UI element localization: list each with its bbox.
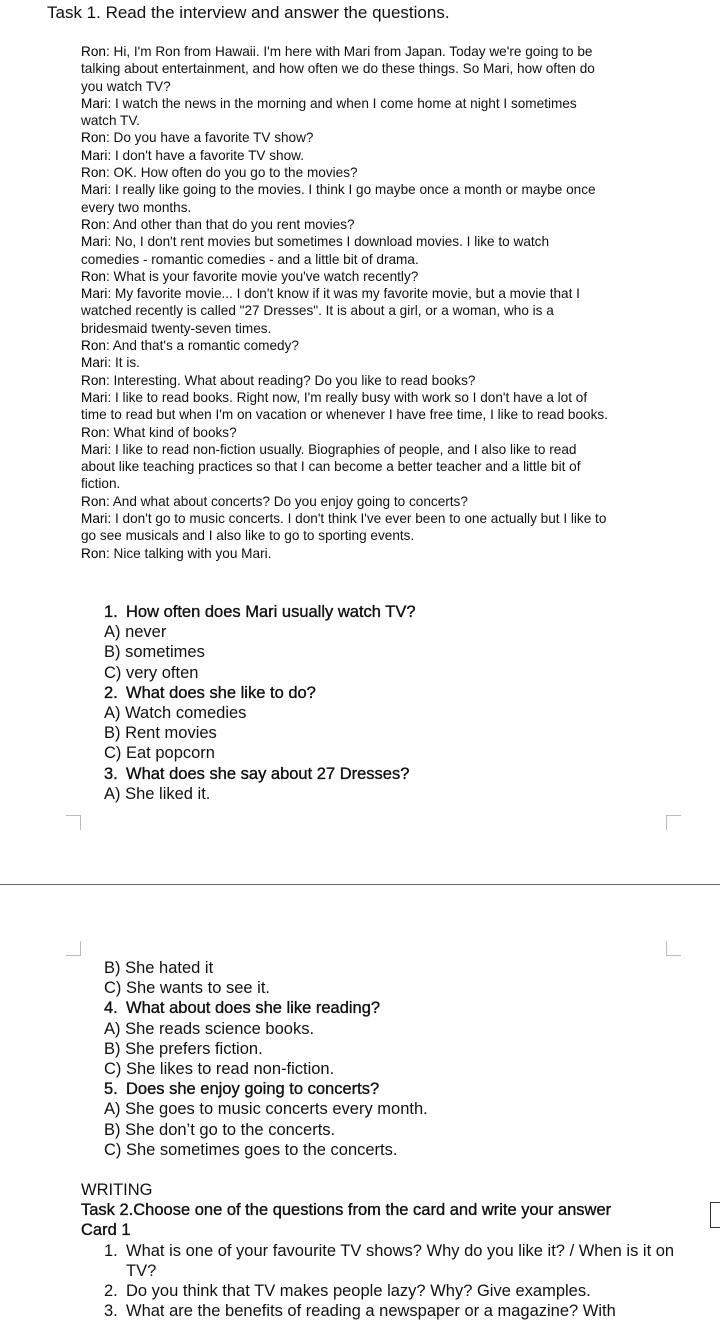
transcript-turn: [81, 354, 681, 371]
speaker-name: Ron: [81, 216, 106, 232]
colon: :: [105, 44, 110, 59]
turn-text: I like to read non-fiction usually. Biographies of people, and I also like to read about like teaching practices so that I can become a better teacher and a little bit of fiction.: [81, 441, 581, 492]
turn-text: I don't go to music concerts. I don't think I've ever been to one actually but I like to go see musicals and I also like to go to sporting events.: [81, 511, 607, 544]
colon: :: [107, 511, 112, 527]
colon: :: [107, 95, 112, 111]
turn-text: Nice talking with you Mari.: [109, 545, 272, 561]
question: [104, 602, 416, 622]
speaker-name: Ron: [81, 268, 106, 284]
turn-text: No, I don't rent movies but sometimes I download movies. I like to watch comedies - romantic comedies - and a little bit of drama.: [81, 234, 550, 267]
turn-text: And what about concerts? Do you enjoy going to concerts?: [109, 493, 468, 509]
speaker-name: Mari: [81, 355, 108, 371]
answer-option: [104, 622, 416, 642]
question: [104, 1079, 428, 1099]
turn-text: I like to read books. Right now, I'm really busy with work so I don't have a lot of time to read but when I'm on vacation or whenever I have free time, I like to read books.: [81, 389, 608, 423]
option-text: B) sometimes: [104, 643, 205, 662]
card-question: [104, 1301, 681, 1321]
question: [104, 764, 416, 784]
turn-text: Do you have a favorite TV show?: [109, 130, 314, 146]
speaker-name: Mari: [81, 147, 108, 163]
question-number: 4.: [104, 999, 118, 1018]
transcript-turn: [81, 95, 681, 130]
speaker-name: Mari: [81, 182, 108, 198]
colon: :: [107, 441, 112, 457]
transcript-turn: [81, 129, 681, 146]
transcript-turn: [81, 233, 681, 268]
speaker-name: Mari: [81, 441, 108, 457]
card-question-number: 3.: [104, 1302, 118, 1321]
turn-text: And that's a romantic comedy?: [109, 338, 299, 354]
colon: :: [105, 338, 110, 354]
speaker-name: Mari: [81, 234, 108, 250]
speaker-name: Ron: [81, 545, 106, 561]
card-question-text: Do you think that TV makes people lazy? Why? Give examples.: [126, 1282, 591, 1301]
colon: :: [107, 389, 112, 405]
colon: :: [105, 424, 110, 440]
answer-option: [104, 1039, 428, 1059]
transcript-turn: [81, 147, 681, 164]
question-number: 1.: [104, 603, 118, 621]
answer-option: [104, 1140, 428, 1160]
transcript-turn: [81, 441, 681, 493]
turn-text: What is your favorite movie you've watch recently?: [109, 268, 419, 284]
page-corner-mark: [666, 815, 681, 830]
speaker-name: Ron: [81, 372, 106, 388]
interview-transcript: [81, 43, 681, 562]
turn-text: What kind of books?: [109, 424, 237, 440]
colon: :: [105, 216, 110, 232]
option-text: B) She hated it: [104, 959, 214, 977]
question-text: How often does Mari usually watch TV?: [126, 603, 416, 621]
answer-option: [104, 1059, 428, 1079]
option-text: C) very often: [104, 663, 199, 682]
question-number: 5.: [104, 1080, 118, 1099]
speaker-name: Ron: [81, 424, 106, 440]
transcript-turn: [81, 216, 681, 233]
transcript-turn: [81, 164, 681, 181]
transcript-turn: [81, 181, 681, 216]
turn-text: Hi, I'm Ron from Hawaii. I'm here with Mari from Japan. Today we're going to be talking about entertainment, and how often we do these things. So Mari, how often do you watch TV?: [81, 44, 595, 94]
card-question-text: What are the benefits of reading a newspaper or a magazine? With: [126, 1302, 616, 1321]
speaker-name: Ron: [81, 493, 106, 509]
card-question: [104, 1241, 681, 1281]
page-corner-mark: [666, 941, 681, 956]
answer-option: [104, 958, 428, 978]
option-text: B) She don’t go to the concerts.: [104, 1120, 336, 1139]
option-text: B) Rent movies: [104, 724, 217, 743]
option-text: A) She reads science books.: [104, 1019, 315, 1038]
answer-option: [104, 663, 416, 683]
page-corner-mark: [66, 815, 81, 830]
colon: :: [105, 493, 110, 509]
text-box-edge: [710, 1202, 720, 1228]
turn-text: And other than that do you rent movies?: [109, 216, 355, 232]
answer-option: [104, 1120, 428, 1140]
option-text: A) She goes to music concerts every month.: [104, 1100, 428, 1119]
transcript-turn: [81, 545, 681, 562]
option-text: A) never: [104, 623, 167, 642]
transcript-turn: [81, 389, 681, 424]
answer-option: [104, 1099, 428, 1119]
answer-option: [104, 1019, 428, 1039]
transcript-turn: [81, 510, 681, 545]
card-question-number: 2.: [104, 1282, 118, 1301]
colon: :: [105, 372, 110, 388]
colon: :: [107, 147, 112, 163]
speaker-name: Ron: [81, 338, 106, 354]
turn-text: It is.: [111, 355, 140, 371]
turn-text: My favorite movie... I don't know if it was my favorite movie, but a movie that I watched recently is called "27 Dresses". It is about a girl, or a woman, who is a bridesmaid twenty-seven times.: [81, 286, 580, 336]
answer-option: [104, 978, 428, 998]
card-question-text: What is one of your favourite TV shows? Why do you like it? / When is it on TV?: [126, 1241, 675, 1280]
question: [104, 998, 428, 1018]
page-break-divider: [0, 884, 720, 885]
page-corner-mark: [66, 941, 81, 956]
task1-title: Task 1. Read the interview and answer the questions.: [47, 3, 450, 22]
task2-title: Task 2.Choose one of the questions from the card and write your answer: [81, 1201, 612, 1220]
card-title: Card 1: [81, 1221, 131, 1240]
questions-part1: [104, 602, 416, 804]
option-text: B) She prefers fiction.: [104, 1039, 263, 1058]
transcript-turn: [81, 268, 681, 285]
option-text: A) Watch comedies: [104, 704, 247, 723]
speaker-name: Ron: [81, 165, 106, 181]
question-text: What does she say about 27 Dresses?: [126, 764, 410, 783]
writing-section: [81, 1180, 681, 1321]
colon: :: [105, 165, 110, 181]
colon: :: [105, 545, 110, 561]
turn-text: I really like going to the movies. I think I go maybe once a month or maybe once every two months.: [81, 182, 596, 215]
question-text: What does she like to do?: [126, 683, 316, 702]
question-text: Does she enjoy going to concerts?: [126, 1080, 380, 1099]
option-text: C) She sometimes goes to the concerts.: [104, 1140, 398, 1159]
answer-option: [104, 703, 416, 723]
question: [104, 683, 416, 703]
answer-option: [104, 743, 416, 763]
answer-option: [104, 784, 416, 804]
speaker-name: Mari: [81, 389, 108, 405]
transcript-turn: [81, 372, 681, 389]
question-number: 2.: [104, 683, 118, 702]
turn-text: I watch the news in the morning and when I come home at night I sometimes watch TV.: [81, 95, 577, 129]
colon: :: [107, 182, 112, 198]
speaker-name: Mari: [81, 511, 108, 527]
speaker-name: Ron: [81, 44, 106, 59]
answer-option: [104, 642, 416, 662]
card-question-number: 1.: [104, 1241, 118, 1260]
colon: :: [107, 234, 112, 250]
turn-text: Interesting. What about reading? Do you like to read books?: [109, 372, 476, 388]
option-text: A) She liked it.: [104, 784, 211, 803]
transcript-turn: [81, 337, 681, 354]
colon: :: [105, 268, 110, 284]
speaker-name: Ron: [81, 130, 106, 146]
colon: :: [105, 130, 110, 146]
transcript-turn: [81, 43, 681, 95]
speaker-name: Mari: [81, 95, 108, 111]
colon: :: [107, 355, 112, 371]
question-number: 3.: [104, 764, 118, 783]
transcript-turn: [81, 285, 681, 337]
option-text: C) She likes to read non-fiction.: [104, 1060, 335, 1079]
questions-part2: [104, 958, 428, 1160]
transcript-turn: [81, 424, 681, 441]
card-question: [104, 1281, 681, 1301]
colon: :: [107, 286, 112, 302]
transcript-turn: [81, 493, 681, 510]
option-text: C) Eat popcorn: [104, 744, 215, 763]
option-text: C) She wants to see it.: [104, 979, 270, 998]
turn-text: OK. How often do you go to the movies?: [109, 165, 358, 181]
answer-option: [104, 723, 416, 743]
card-question-list: [81, 1241, 681, 1322]
turn-text: I don't have a favorite TV show.: [111, 147, 304, 163]
question-text: What about does she like reading?: [126, 999, 381, 1018]
speaker-name: Mari: [81, 286, 108, 302]
writing-heading: WRITING: [81, 1181, 153, 1199]
